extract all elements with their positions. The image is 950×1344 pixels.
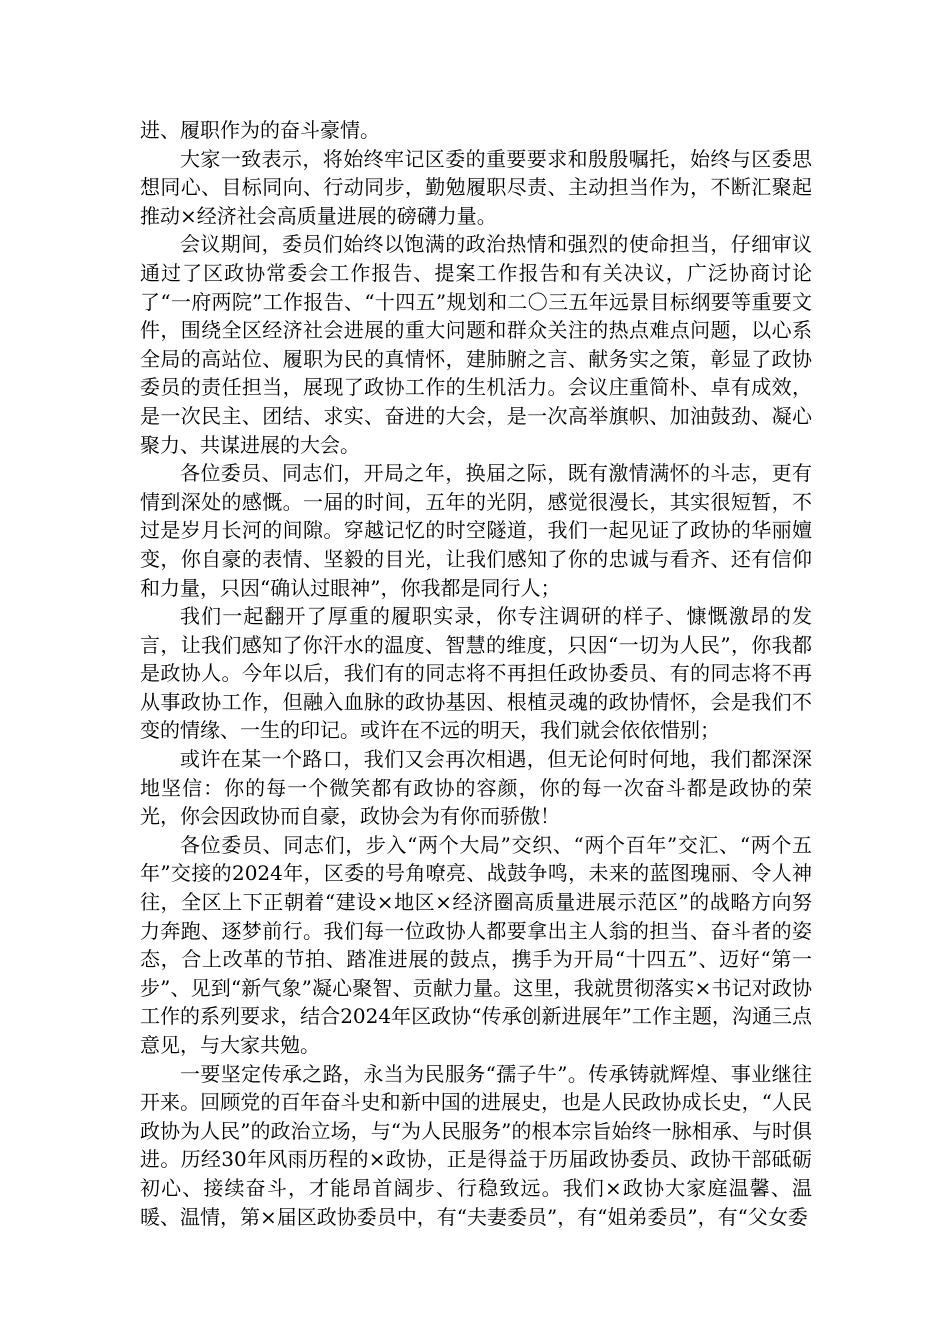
paragraph-6: 或许在某一个路口，我们又会再次相遇，但无论何时何地，我们都深深地坚信：你的每一个微笑都有政协的容颜，你的每一次奋斗都是政协的荣光，你会因政协而自豪，政协会为有你而骄傲！ [140,747,812,829]
paragraph-2: 大家一致表示，将始终牢记区委的重要要求和殷殷嘱托，始终与区委思想同心、目标同向、行动同步，勤勉履职尽责、主动担当作为，不断汇聚起推动×经济社会高质量进展的磅礴力量。 [140,146,812,228]
paragraph-1: 进、履职作为的奋斗豪情。 [140,118,380,142]
paragraph-7: 各位委员、同志们，步入“两个大局”交织、“两个百年”交汇、“两个五年”交接的2024年，区委的号角嘹亮、战鼓争鸣，未来的蓝图瑰丽、令人神往，全区上下正朝着“建设×地区×经济圈高质量进展示范区”的战略方向努力奔跑、逐梦前行。我们每一位政协人都要拿出主人翁的担当、奋斗者的姿态，合上改革的节拍、踏准进展的鼓点，携手为开局“十四五”、迈好“第一步”、见到“新气象”凝心聚智、贡献力量。这里，我就贯彻落实×书记对政协工作的系列要求，结合2024年区政协“传承创新进展年”工作主题，沟通三点意见，与大家共勉。 [140,832,812,1057]
paragraph-8: 一要坚定传承之路，永当为民服务“孺子牛”。传承铸就辉煌、事业继往开来。回顾党的百年奋斗史和新中国的进展史，也是人民政协成长史，“人民政协为人民”的政治立场，与“为人民服务”的根本宗旨始终一脉相承、与时俱进。历经30年风雨历程的×政协，正是得益于历届政协委员、政协干部砥砺初心、接续奋斗，才能昂首阔步、行稳致远。我们×政协大家庭温馨、温暖、温情，第×届区政协委员中，有“夫妻委员”，有“姐弟委员”，有“父女委 [140,1061,812,1229]
paragraph-5: 我们一起翻开了厚重的履职实录，你专注调研的样子、慷慨激昂的发言，让我们感知了你汗水的温度、智慧的维度，只因“一切为人民”，你我都是政协人。今年以后，我们有的同志将不再担任政协委员、有的同志将不再从事政协工作，但融入血脉的政协基因、根植灵魂的政协情怀，会是我们不变的情缘、一生的印记。或许在不远的明天，我们就会依依惜别； [140,604,812,743]
document-body [140,116,812,1231]
paragraph-4: 各位委员、同志们，开局之年，换届之际，既有激情满怀的斗志，更有情到深处的感慨。一届的时间，五年的光阴，感觉很漫长，其实很短暂，不过是岁月长河的间隙。穿越记忆的时空隧道，我们一起见证了政协的华丽嬗变，你自豪的表情、坚毅的目光，让我们感知了你的忠诚与看齐、还有信仰和力量，只因“确认过眼神”，你我都是同行人； [140,461,812,600]
paragraph-3: 会议期间，委员们始终以饱满的政治热情和强烈的使命担当，仔细审议通过了区政协常委会工作报告、提案工作报告和有关决议，广泛协商讨论了“一府两院”工作报告、“十四五”规划和二〇三五年远景目标纲要等重要文件，围绕全区经济社会进展的重大问题和群众关注的热点难点问题，以心系全局的高站位、履职为民的真情怀，建肺腑之言、献务实之策，彰显了政协委员的责任担当，展现了政协工作的生机活力。会议庄重简朴、卓有成效，是一次民主、团结、求实、奋进的大会，是一次高举旗帜、加油鼓劲、凝心聚力、共谋进展的大会。 [140,232,812,457]
